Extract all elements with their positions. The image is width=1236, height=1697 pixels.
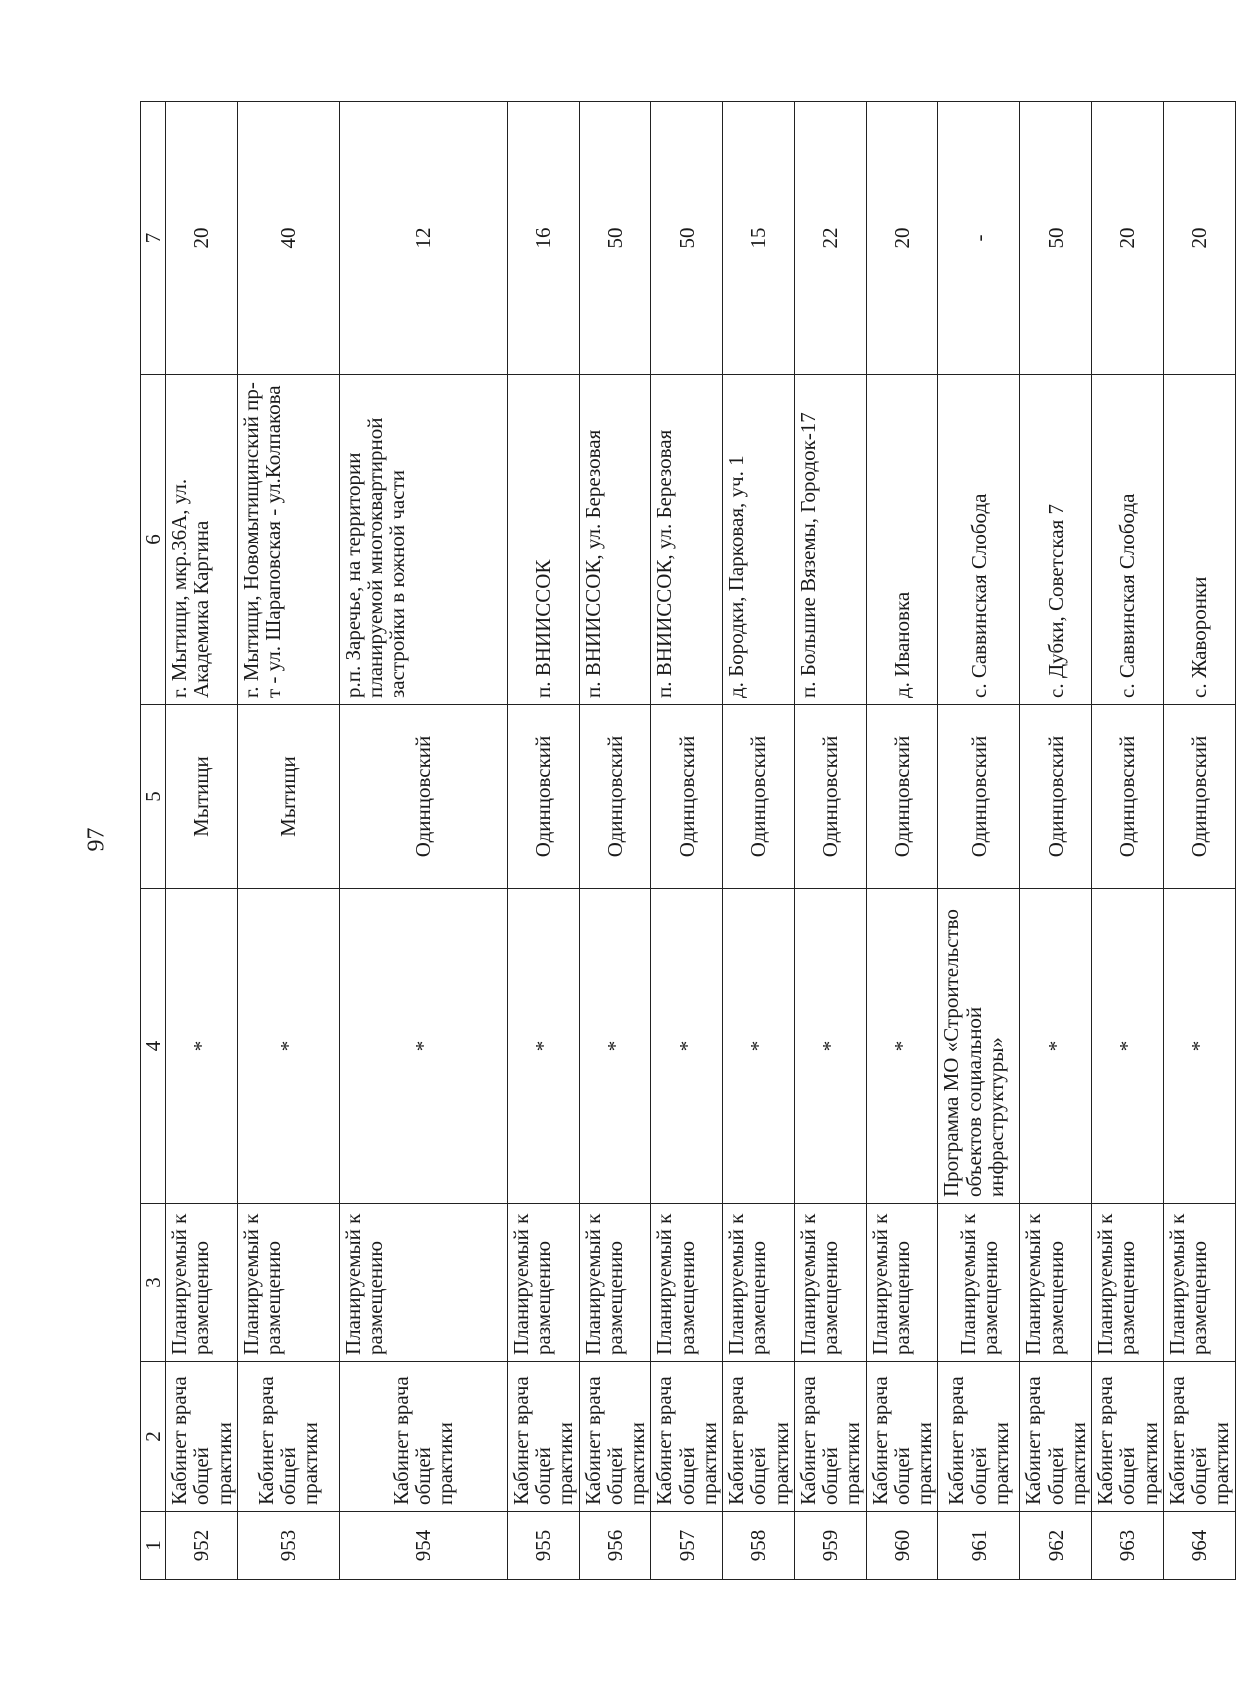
- capacity: 12: [339, 102, 507, 375]
- source-document: *: [651, 889, 723, 1204]
- object-name: Кабинет врача общей практики: [507, 1362, 579, 1512]
- object-status: Планируемый к размещению: [1020, 1204, 1092, 1362]
- table-row: [237, 102, 339, 1580]
- source-document: *: [579, 889, 651, 1204]
- column-number: 5: [141, 705, 166, 889]
- row-number: 952: [166, 1512, 238, 1580]
- table-row: [1020, 102, 1092, 1580]
- capacity: 20: [866, 102, 938, 375]
- object-name: Кабинет врача общей практики: [866, 1362, 938, 1512]
- object-status: Планируемый к размещению: [794, 1204, 866, 1362]
- object-name: Кабинет врача общей практики: [166, 1362, 238, 1512]
- object-name: Кабинет врача общей практики: [723, 1362, 795, 1512]
- column-number: 7: [141, 102, 166, 375]
- source-document: Программа МО «Строительство объектов социальной инфраструктуры»: [938, 889, 1020, 1204]
- source-document: *: [1092, 889, 1164, 1204]
- object-status: Планируемый к размещению: [237, 1204, 339, 1362]
- row-number: 961: [938, 1512, 1020, 1580]
- district: Одинцовский: [794, 705, 866, 889]
- capacity: 20: [1092, 102, 1164, 375]
- row-number: 960: [866, 1512, 938, 1580]
- capacity: 50: [651, 102, 723, 375]
- object-name: Кабинет врача общей практики: [1020, 1362, 1092, 1512]
- rotated-table-container: [140, 102, 1234, 1580]
- capacity: 16: [507, 102, 579, 375]
- address: г. Мытищи, Новомытищинский пр-т - ул. Шараповская - ул.Колпакова: [237, 375, 339, 705]
- object-name: Кабинет врача общей практики: [339, 1362, 507, 1512]
- table-row: [794, 102, 866, 1580]
- district: Одинцовский: [1163, 705, 1235, 889]
- table-row: [866, 102, 938, 1580]
- district: Одинцовский: [579, 705, 651, 889]
- object-status: Планируемый к размещению: [1163, 1204, 1235, 1362]
- facilities-table: [140, 101, 1236, 1580]
- table-row: [651, 102, 723, 1580]
- column-number: 6: [141, 375, 166, 705]
- row-number: 953: [237, 1512, 339, 1580]
- row-number: 963: [1092, 1512, 1164, 1580]
- district: Одинцовский: [507, 705, 579, 889]
- capacity: 50: [579, 102, 651, 375]
- address: п. ВНИИССОК: [507, 375, 579, 705]
- object-name: Кабинет врача общей практики: [651, 1362, 723, 1512]
- district: Мытищи: [237, 705, 339, 889]
- object-status: Планируемый к размещению: [866, 1204, 938, 1362]
- object-status: Планируемый к размещению: [723, 1204, 795, 1362]
- district: Одинцовский: [866, 705, 938, 889]
- address: д. Ивановка: [866, 375, 938, 705]
- capacity: 15: [723, 102, 795, 375]
- source-document: *: [1163, 889, 1235, 1204]
- address: с. Дубки, Советская 7: [1020, 375, 1092, 705]
- row-number: 959: [794, 1512, 866, 1580]
- capacity: 40: [237, 102, 339, 375]
- address: с. Саввинская Слобода: [1092, 375, 1164, 705]
- capacity: 50: [1020, 102, 1092, 375]
- table-row: [339, 102, 507, 1580]
- district: Одинцовский: [1092, 705, 1164, 889]
- column-number: 1: [141, 1512, 166, 1580]
- source-document: *: [166, 889, 238, 1204]
- address: с. Жаворонки: [1163, 375, 1235, 705]
- column-number: 4: [141, 889, 166, 1204]
- object-name: Кабинет врача общей практики: [1092, 1362, 1164, 1512]
- source-document: *: [339, 889, 507, 1204]
- source-document: *: [723, 889, 795, 1204]
- object-status: Планируемый к размещению: [339, 1204, 507, 1362]
- object-name: Кабинет врача общей практики: [237, 1362, 339, 1512]
- object-name: Кабинет врача общей практики: [1163, 1362, 1235, 1512]
- table-row: [723, 102, 795, 1580]
- address: п. ВНИИССОК, ул. Березовая: [651, 375, 723, 705]
- row-number: 955: [507, 1512, 579, 1580]
- object-status: Планируемый к размещению: [507, 1204, 579, 1362]
- object-status: Планируемый к размещению: [1092, 1204, 1164, 1362]
- source-document: *: [237, 889, 339, 1204]
- object-name: Кабинет врача общей практики: [938, 1362, 1020, 1512]
- source-document: *: [1020, 889, 1092, 1204]
- address: п. Большие Вяземы, Городок-17: [794, 375, 866, 705]
- district: Одинцовский: [651, 705, 723, 889]
- capacity: -: [938, 102, 1020, 375]
- address: д. Бородки, Парковая, уч. 1: [723, 375, 795, 705]
- capacity: 20: [1163, 102, 1235, 375]
- district: Одинцовский: [1020, 705, 1092, 889]
- table-row: [166, 102, 238, 1580]
- capacity: 22: [794, 102, 866, 375]
- district: Одинцовский: [723, 705, 795, 889]
- row-number: 964: [1163, 1512, 1235, 1580]
- row-number: 954: [339, 1512, 507, 1580]
- object-status: Планируемый к размещению: [651, 1204, 723, 1362]
- object-status: Планируемый к размещению: [166, 1204, 238, 1362]
- address: п. ВНИИССОК, ул. Березовая: [579, 375, 651, 705]
- column-number: 2: [141, 1362, 166, 1512]
- table-row: [938, 102, 1020, 1580]
- source-document: *: [794, 889, 866, 1204]
- column-number-row: [141, 102, 166, 1580]
- object-status: Планируемый к размещению: [938, 1204, 1020, 1362]
- table-row: [507, 102, 579, 1580]
- column-number: 3: [141, 1204, 166, 1362]
- object-name: Кабинет врача общей практики: [579, 1362, 651, 1512]
- district: Мытищи: [166, 705, 238, 889]
- address: р.п. Заречье, на территории планируемой многоквартирной застройки в южной части: [339, 375, 507, 705]
- source-document: *: [507, 889, 579, 1204]
- capacity: 20: [166, 102, 238, 375]
- district: Одинцовский: [938, 705, 1020, 889]
- table-row: [579, 102, 651, 1580]
- table-row: [1092, 102, 1164, 1580]
- address: г. Мытищи, мкр.36А, ул. Академика Каргина: [166, 375, 238, 705]
- row-number: 962: [1020, 1512, 1092, 1580]
- object-name: Кабинет врача общей практики: [794, 1362, 866, 1512]
- table-row: [1163, 102, 1235, 1580]
- district: Одинцовский: [339, 705, 507, 889]
- page-number: 97: [83, 827, 110, 852]
- object-status: Планируемый к размещению: [579, 1204, 651, 1362]
- row-number: 958: [723, 1512, 795, 1580]
- row-number: 957: [651, 1512, 723, 1580]
- row-number: 956: [579, 1512, 651, 1580]
- address: с. Саввинская Слобода: [938, 375, 1020, 705]
- source-document: *: [866, 889, 938, 1204]
